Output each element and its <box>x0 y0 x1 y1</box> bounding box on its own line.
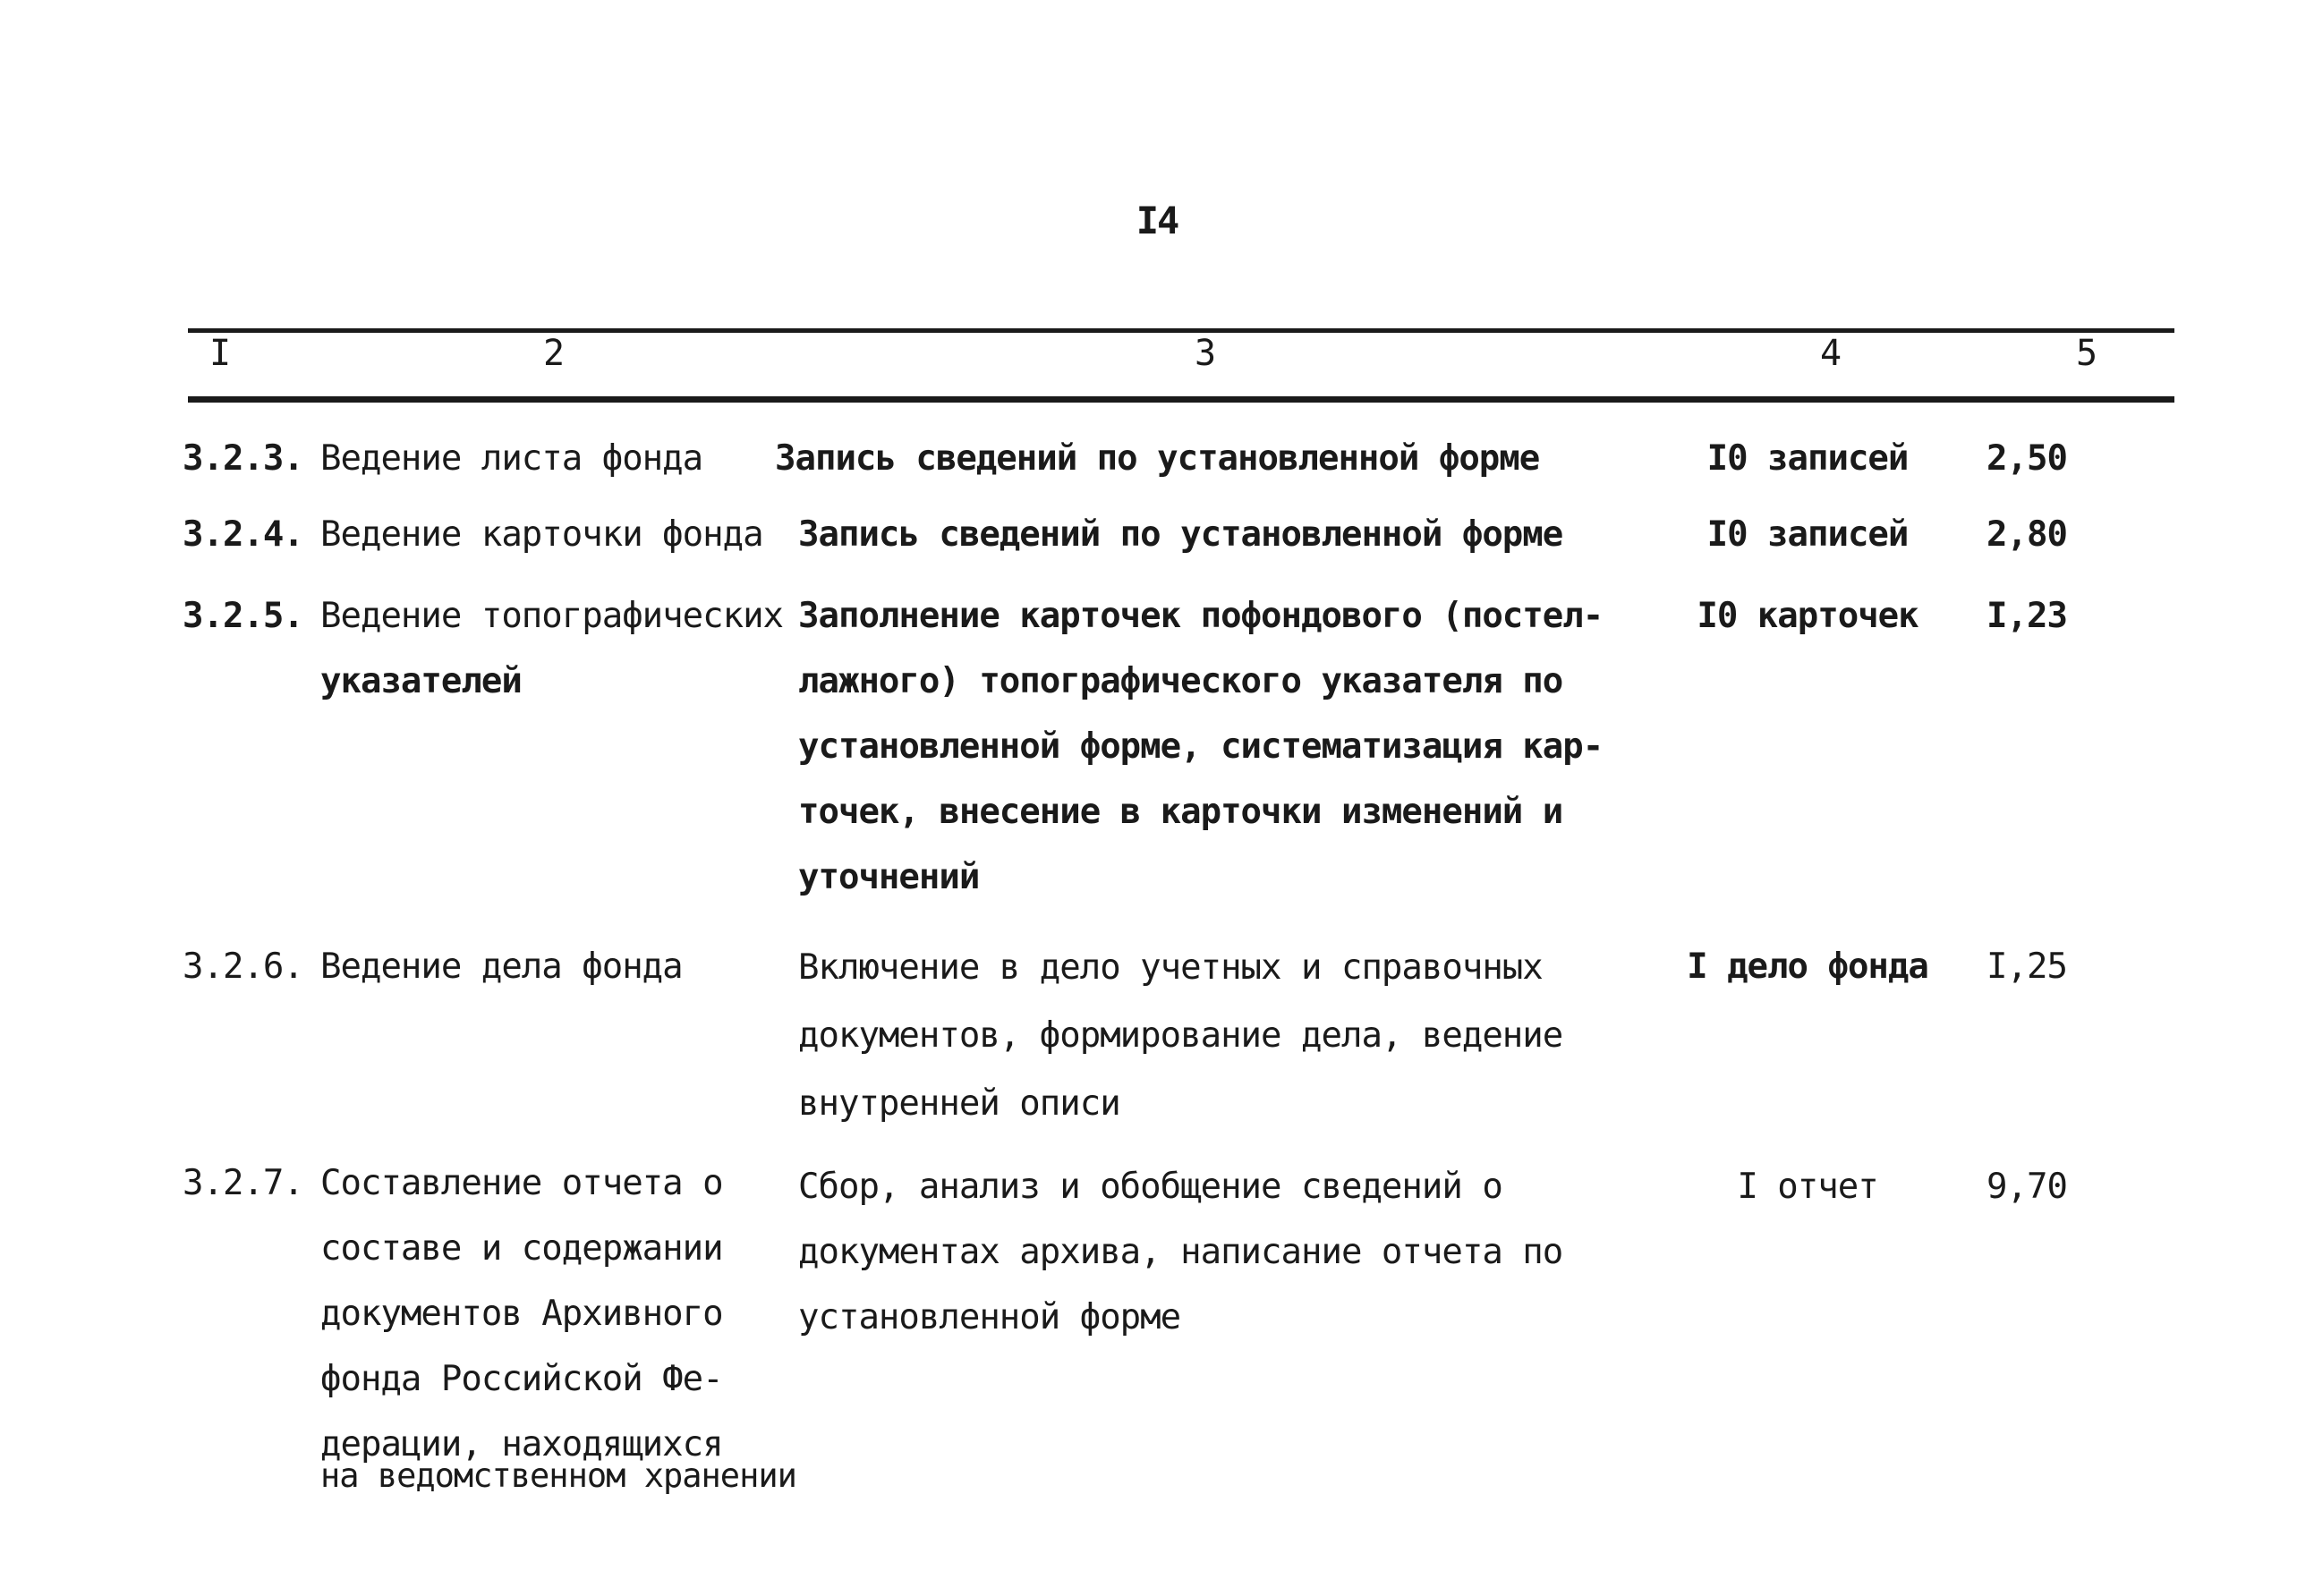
work-name-line: Ведение дела фонда <box>320 947 683 987</box>
work-content-line: установленной форме, систематизация кар- <box>798 726 1604 767</box>
column-header-5: 5 <box>2075 333 2098 374</box>
work-content <box>798 502 1621 567</box>
work-content <box>798 583 1621 910</box>
work-content-line: точек, внесение в карточки изменений и <box>798 792 1563 832</box>
work-name-line: дерации, находящихся <box>320 1424 723 1464</box>
column-header-2: 2 <box>542 333 566 374</box>
work-content-line: лажного) топографического указателя по <box>798 661 1563 701</box>
column-header-1: I <box>208 333 232 374</box>
work-content-line: документов, формирование дела, ведение <box>798 1015 1563 1056</box>
measure-unit: I0 записей <box>1706 438 1909 479</box>
table-top-rule <box>188 328 2174 333</box>
work-content-line: установленной форме <box>798 1297 1181 1337</box>
work-name <box>320 583 804 714</box>
time-norm: 9,70 <box>1986 1167 2067 1207</box>
item-code: 3.2.3. <box>183 438 303 479</box>
page-number: I4 <box>1136 199 1178 242</box>
item-code: 3.2.6. <box>183 947 303 987</box>
work-name-line: Составление отчета о <box>320 1163 723 1203</box>
work-name-line: Ведение карточки фонда <box>320 514 763 555</box>
work-content <box>798 934 1621 1138</box>
time-norm: 2,50 <box>1986 438 2067 479</box>
item-code: 3.2.7. <box>183 1163 303 1203</box>
work-name <box>320 1150 804 1477</box>
work-content-line: Сбор, анализ и обобщение сведений о <box>798 1167 1502 1207</box>
work-name-tail: на ведомственном хранении <box>320 1456 796 1495</box>
work-name-line: Ведение топографических <box>320 596 784 636</box>
time-norm: I,23 <box>1986 596 2067 636</box>
column-header-3: 3 <box>1194 333 1217 374</box>
table-header-rule <box>188 396 2174 403</box>
work-content-line: документах архива, написание отчета по <box>798 1232 1563 1272</box>
work-content <box>798 1154 1621 1350</box>
work-name-line: фонда Российской Фе- <box>320 1359 723 1399</box>
work-content-line: уточнений <box>798 857 980 897</box>
work-name-line: Ведение листа фонда <box>320 438 703 479</box>
measure-unit: I дело фонда <box>1687 947 1928 987</box>
item-code: 3.2.5. <box>183 596 303 636</box>
time-norm: 2,80 <box>1986 514 2067 555</box>
work-content-line: Запись сведений по установленной форме <box>775 438 1540 479</box>
work-name-line: указателей <box>320 661 522 701</box>
work-name <box>320 502 804 567</box>
time-norm: I,25 <box>1986 947 2067 987</box>
work-content-line: Запись сведений по установленной форме <box>798 514 1563 555</box>
work-content-line: внутренней описи <box>798 1083 1120 1124</box>
work-name-line: составе и содержании <box>320 1228 723 1269</box>
item-code: 3.2.4. <box>183 514 303 555</box>
work-content-line: Заполнение карточек пофондового (постел- <box>798 596 1604 636</box>
work-name <box>320 934 804 999</box>
work-content-line: Включение в дело учетных и справочных <box>798 947 1543 988</box>
work-name-line: документов Архивного <box>320 1294 723 1334</box>
work-name <box>320 426 804 491</box>
column-header-4: 4 <box>1819 333 1842 374</box>
measure-unit: I отчет <box>1737 1167 1878 1207</box>
measure-unit: I0 карточек <box>1697 596 1918 636</box>
work-content <box>775 426 1598 491</box>
measure-unit: I0 записей <box>1706 514 1909 555</box>
